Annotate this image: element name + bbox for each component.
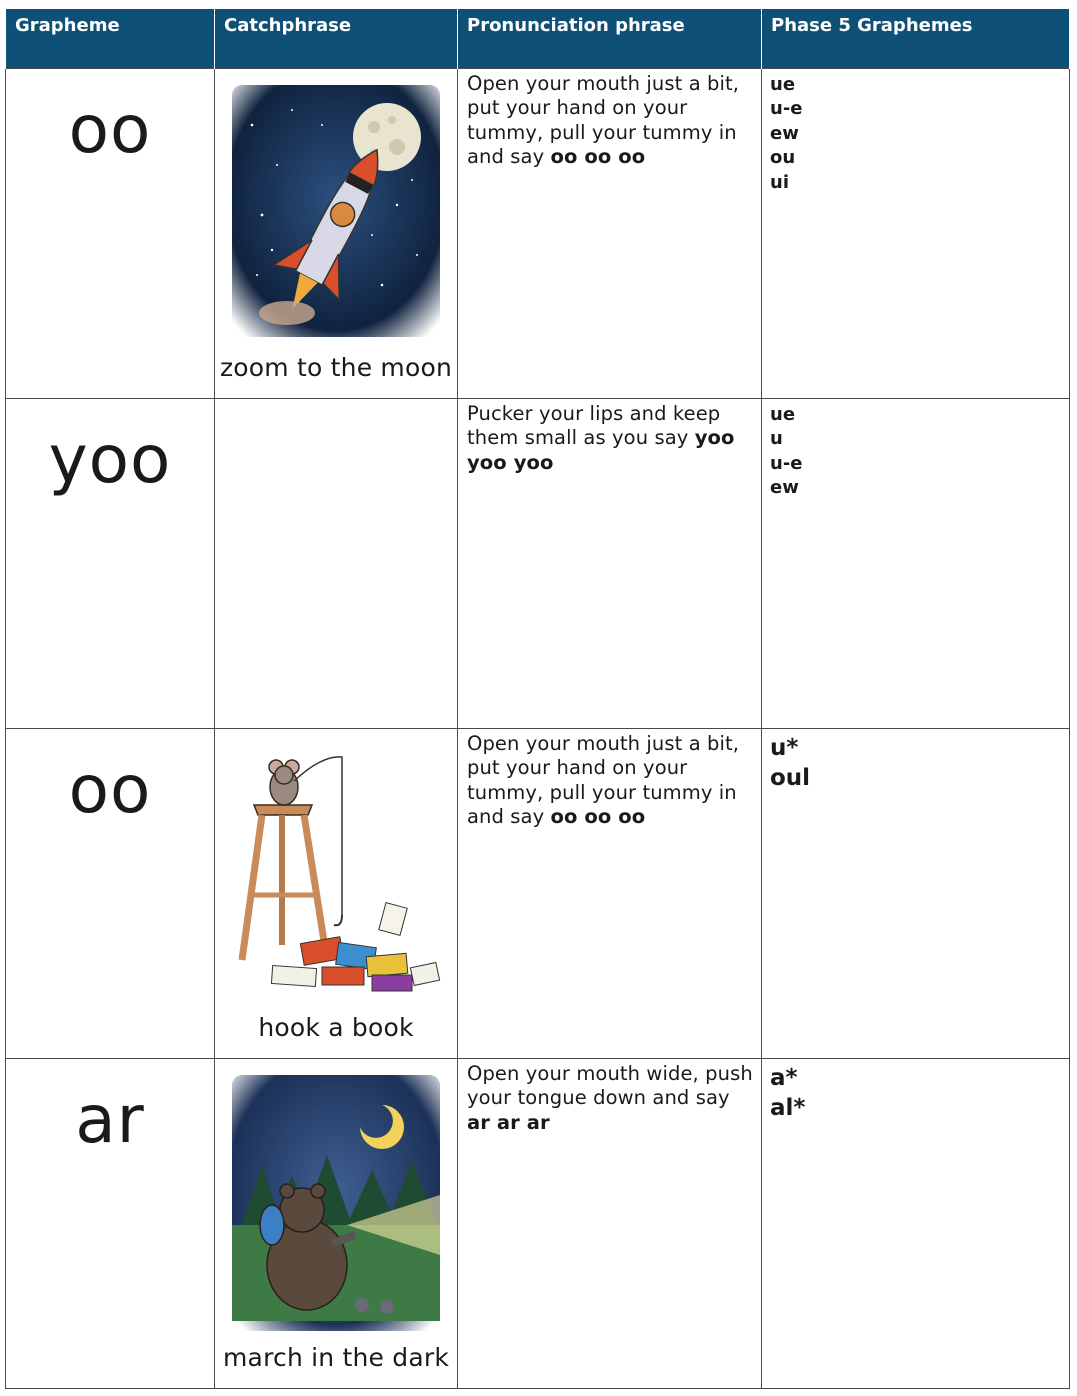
header-catchphrase: Catchphrase [215,9,458,68]
phase5-graphemes-list [762,399,1069,501]
list-item: ew [770,477,799,498]
catchphrase-text: hook a book [258,1012,414,1042]
list-item: u-e [770,98,803,119]
catchphrase-cell [215,729,457,1058]
pronunciation-phrase: Open your mouth wide, push your tongue down and say ar ar ar [467,1061,753,1134]
catchphrase-text: march in the dark [223,1342,449,1372]
catchphrase-cell [215,399,457,728]
header-phase5: Phase 5 Graphemes [762,9,1070,68]
phase5-graphemes-list [762,729,1069,793]
header-grapheme: Grapheme [6,9,215,68]
table-row [6,68,1070,398]
list-item: oul [770,764,811,791]
table-row [6,1058,1070,1388]
grapheme-cell: oo [68,750,152,828]
bear-in-dark-forest-icon [232,1075,440,1331]
list-item: u* [770,734,799,761]
list-item: ue [770,403,796,425]
header-pronunciation: Pronunciation phrase [458,9,762,68]
phase5-graphemes-list [762,69,1069,196]
pronunciation-phrase: Pucker your lips and keep them small as you say yoo yoo yoo [467,401,735,474]
grapheme-cell: ar [75,1080,145,1158]
grapheme-cell: oo [68,90,152,168]
catchphrase-cell [215,1059,457,1388]
list-item: u [770,428,783,449]
header-row [6,9,1070,68]
list-item: a* [770,1064,798,1091]
list-item: ou [770,147,796,168]
list-item: ew [770,122,799,144]
pronunciation-phrase: Open your mouth just a bit, put your hand on your tummy, pull your tummy in and say oo oo oo [467,731,740,828]
table-row [6,398,1070,728]
list-item: ue [770,73,796,95]
mouse-fishing-books-icon [232,745,442,997]
phase5-graphemes-list [762,1059,1069,1123]
rocket-to-moon-icon [232,85,440,337]
list-item: al* [770,1094,806,1121]
pronunciation-phrase: Open your mouth just a bit, put your hand on your tummy, pull your tummy in and say oo oo oo [467,71,740,168]
list-item: u-e [770,452,803,474]
catchphrase-text: zoom to the moon [219,352,453,382]
grapheme-cell: yoo [48,420,172,498]
catchphrase-cell [215,69,457,398]
list-item: ui [770,171,789,193]
phonics-table [5,9,1070,1389]
table-row [6,728,1070,1058]
